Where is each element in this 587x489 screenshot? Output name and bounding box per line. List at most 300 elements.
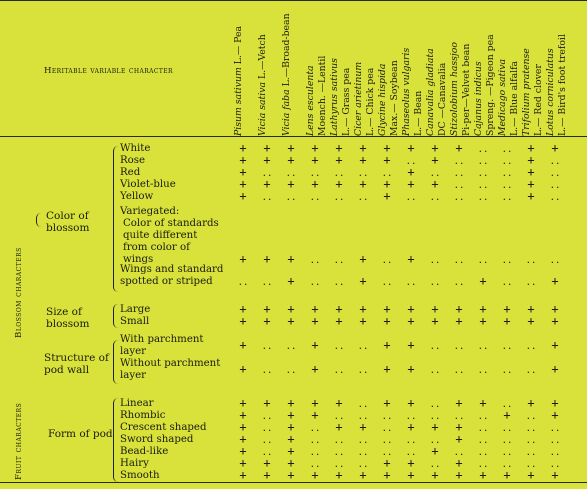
cell-present: +	[287, 252, 295, 266]
cell-present: +	[239, 177, 247, 191]
cell-absent: ..	[429, 436, 441, 446]
cell-present: +	[407, 165, 415, 179]
species-common-name: Spreng. —Pigeon pea	[484, 34, 496, 136]
cell-absent: ..	[429, 460, 441, 470]
cell-present: +	[263, 396, 271, 410]
cell-present: +	[479, 314, 487, 328]
row-label: layer	[120, 370, 146, 381]
cell-absent: ..	[525, 460, 537, 470]
brace	[113, 398, 118, 482]
cell-present: +	[551, 302, 559, 316]
cell-absent: ..	[453, 448, 465, 458]
brace	[113, 146, 118, 292]
row-label: Sword shaped	[120, 434, 194, 445]
species-common-name: L.— Grass pea	[340, 67, 352, 136]
cell-absent: ..	[525, 448, 537, 458]
cell-present: +	[287, 468, 295, 482]
group-label-size: blossom	[46, 318, 90, 330]
cell-present: +	[311, 177, 319, 191]
column-header	[471, 2, 495, 136]
cell-present: +	[383, 456, 391, 470]
cell-present: +	[287, 141, 295, 155]
cell-present: +	[527, 314, 535, 328]
cell-absent: ..	[285, 193, 297, 203]
cell-present: +	[335, 302, 343, 316]
cell-present: +	[263, 468, 271, 482]
cell-absent: ..	[501, 278, 513, 288]
cell-present: +	[407, 302, 415, 316]
cell-absent: ..	[357, 412, 369, 422]
cell-absent: ..	[261, 278, 273, 288]
cell-present: +	[527, 189, 535, 203]
cell-present: +	[335, 153, 343, 167]
row-label: White	[120, 143, 151, 154]
cell-absent: ..	[429, 256, 441, 266]
cell-present: +	[311, 362, 319, 376]
cell-absent: ..	[477, 366, 489, 376]
cell-present: +	[527, 468, 535, 482]
cell-present: +	[335, 420, 343, 434]
column-header	[519, 2, 543, 136]
cell-absent: ..	[333, 256, 345, 266]
cell-absent: ..	[525, 366, 537, 376]
cell-absent: ..	[309, 460, 321, 470]
column-header	[375, 2, 399, 136]
cell-absent: ..	[405, 193, 417, 203]
cell-absent: ..	[501, 400, 513, 410]
cell-present: +	[359, 153, 367, 167]
cell-absent: ..	[501, 448, 513, 458]
cell-present: +	[551, 396, 559, 410]
cell-present: +	[407, 177, 415, 191]
row-label: With parchment	[120, 334, 204, 345]
cell-present: +	[287, 274, 295, 288]
cell-present: +	[311, 408, 319, 422]
row-label: Red	[120, 167, 141, 178]
cell-absent: ..	[285, 366, 297, 376]
column-header	[399, 2, 423, 136]
row-label: layer	[120, 346, 146, 357]
cell-absent: ..	[333, 448, 345, 458]
cell-present: +	[551, 408, 559, 422]
species-common-name: L.— Red clover	[532, 64, 544, 136]
section-label-fruit: Fruit characters	[14, 402, 24, 480]
brace	[113, 304, 118, 328]
cell-present: +	[551, 314, 559, 328]
cell-present: +	[263, 153, 271, 167]
cell-present: +	[455, 456, 463, 470]
species-name: Cajanus indicus	[473, 61, 484, 136]
species-common-name: L.— Bean	[412, 90, 424, 136]
cell-present: +	[287, 302, 295, 316]
cell-present: +	[335, 468, 343, 482]
species-name: Lathyrus sativus	[329, 58, 340, 136]
cell-absent: ..	[549, 193, 561, 203]
cell-absent: ..	[549, 460, 561, 470]
row-label: Violet-blue	[120, 179, 176, 190]
species-common-name: L.— Bird's foot trefoil	[556, 34, 568, 136]
species-common-name: L.—Vetch	[257, 34, 268, 82]
cell-absent: ..	[357, 169, 369, 179]
cell-present: +	[527, 165, 535, 179]
cell-present: +	[359, 252, 367, 266]
cell-present: +	[503, 314, 511, 328]
cell-present: +	[503, 408, 511, 422]
cell-absent: ..	[549, 169, 561, 179]
cell-present: +	[455, 314, 463, 328]
cell-present: +	[263, 456, 271, 470]
cell-present: +	[359, 468, 367, 482]
cell-absent: ..	[405, 436, 417, 446]
cell-absent: ..	[501, 460, 513, 470]
cell-present: +	[431, 314, 439, 328]
cell-present: +	[239, 252, 247, 266]
species-common-name: Pi-per—Velvet bean	[460, 43, 472, 136]
cell-present: +	[239, 314, 247, 328]
bottom-rule	[0, 482, 587, 483]
cell-absent: ..	[477, 145, 489, 155]
cell-absent: ..	[261, 193, 273, 203]
cell-present: +	[239, 362, 247, 376]
row-label: quite different	[123, 230, 198, 241]
cell-present: +	[455, 432, 463, 446]
cell-present: +	[335, 314, 343, 328]
cell-absent: ..	[381, 424, 393, 434]
cell-absent: ..	[501, 157, 513, 167]
cell-present: +	[359, 314, 367, 328]
row-label: Smooth	[120, 470, 160, 481]
cell-present: +	[287, 432, 295, 446]
species-name: Canavalia gladiata	[425, 48, 436, 136]
cell-absent: ..	[357, 436, 369, 446]
cell-absent: ..	[477, 169, 489, 179]
cell-absent: ..	[381, 448, 393, 458]
cell-absent: ..	[477, 460, 489, 470]
cell-absent: ..	[429, 342, 441, 352]
cell-absent: ..	[477, 448, 489, 458]
cell-present: +	[551, 362, 559, 376]
cell-present: +	[263, 141, 271, 155]
cell-present: +	[263, 177, 271, 191]
cell-absent: ..	[453, 278, 465, 288]
cell-present: +	[503, 468, 511, 482]
cell-absent: ..	[261, 342, 273, 352]
cell-present: +	[479, 302, 487, 316]
cell-absent: ..	[549, 424, 561, 434]
row-label: from color of	[123, 242, 190, 253]
cell-absent: ..	[405, 157, 417, 167]
cell-present: +	[383, 153, 391, 167]
cell-present: +	[239, 444, 247, 458]
cell-present: +	[287, 456, 295, 470]
cell-absent: ..	[525, 256, 537, 266]
column-header	[231, 2, 255, 136]
row-label: Crescent shaped	[120, 422, 207, 433]
group-label-pod-form: Form of pod	[48, 428, 113, 440]
species-common-name: Moench. —Lentil	[316, 55, 328, 136]
cell-present: +	[263, 314, 271, 328]
species-common-name: L.— Blue alfalfa	[508, 60, 520, 136]
cell-absent: ..	[453, 193, 465, 203]
cell-absent: ..	[429, 193, 441, 203]
cell-absent: ..	[405, 278, 417, 288]
cell-absent: ..	[333, 278, 345, 288]
cell-present: +	[527, 153, 535, 167]
cell-present: +	[551, 468, 559, 482]
brace	[36, 213, 41, 227]
cell-absent: ..	[549, 181, 561, 191]
cell-present: +	[287, 420, 295, 434]
table-title: Heritable variable character	[44, 66, 173, 76]
cell-absent: ..	[429, 412, 441, 422]
cell-absent: ..	[309, 256, 321, 266]
cell-present: +	[431, 444, 439, 458]
column-header	[327, 2, 351, 136]
cell-absent: ..	[309, 424, 321, 434]
group-label-size: Size of	[46, 306, 82, 318]
cell-present: +	[311, 314, 319, 328]
cell-absent: ..	[477, 181, 489, 191]
cell-present: +	[407, 362, 415, 376]
cell-absent: ..	[501, 436, 513, 446]
cell-present: +	[383, 396, 391, 410]
row-label: Rose	[120, 155, 146, 166]
cell-present: +	[479, 468, 487, 482]
cell-present: +	[239, 165, 247, 179]
species-common-name: DC —Canavalia	[436, 62, 448, 136]
cell-present: +	[239, 153, 247, 167]
cell-present: +	[407, 396, 415, 410]
cell-absent: ..	[477, 193, 489, 203]
cell-present: +	[503, 302, 511, 316]
cell-absent: ..	[477, 412, 489, 422]
cell-absent: ..	[501, 169, 513, 179]
species-name: Pisum sativum	[233, 67, 244, 136]
cell-present: +	[383, 189, 391, 203]
cell-present: +	[431, 302, 439, 316]
cell-absent: ..	[429, 169, 441, 179]
cell-absent: ..	[501, 181, 513, 191]
cell-absent: ..	[549, 256, 561, 266]
species-name: Phaseolus vulgaris	[401, 47, 412, 136]
species-common-name: Max.— Soybean	[388, 60, 400, 136]
cell-present: +	[527, 302, 535, 316]
cell-absent: ..	[405, 412, 417, 422]
group-label-color: blossom	[46, 222, 90, 234]
species-name: Vicia faba	[281, 89, 292, 136]
cell-present: +	[455, 420, 463, 434]
cell-absent: ..	[357, 460, 369, 470]
cell-present: +	[287, 396, 295, 410]
cell-present: +	[479, 396, 487, 410]
cell-absent: ..	[525, 342, 537, 352]
group-label-pod-wall: Structure of	[44, 352, 109, 364]
group-label-pod-wall: pod wall	[44, 364, 90, 376]
cell-present: +	[239, 141, 247, 155]
cell-present: +	[287, 314, 295, 328]
cell-present: +	[551, 338, 559, 352]
cell-absent: ..	[381, 169, 393, 179]
cell-present: +	[383, 314, 391, 328]
cell-present: +	[239, 302, 247, 316]
row-label: Wings and standard	[120, 264, 224, 275]
cell-absent: ..	[453, 256, 465, 266]
cell-absent: ..	[333, 193, 345, 203]
group-label-color: Color of	[46, 210, 89, 222]
cell-absent: ..	[501, 193, 513, 203]
cell-present: +	[311, 338, 319, 352]
cell-absent: ..	[333, 412, 345, 422]
top-rule	[0, 0, 587, 1]
cell-present: +	[407, 141, 415, 155]
row-label: Large	[120, 304, 151, 315]
cell-present: +	[287, 153, 295, 167]
cell-present: +	[383, 177, 391, 191]
species-common-name: L.—Broad-bean	[281, 13, 292, 90]
cell-absent: ..	[501, 145, 513, 155]
cell-present: +	[479, 274, 487, 288]
cell-absent: ..	[501, 342, 513, 352]
cell-present: +	[431, 468, 439, 482]
cell-absent: ..	[333, 366, 345, 376]
column-header	[495, 2, 519, 136]
cell-absent: ..	[501, 366, 513, 376]
species-name: Cicer arietinum	[353, 61, 364, 136]
cell-present: +	[383, 141, 391, 155]
cell-present: +	[311, 141, 319, 155]
species-name: Lotus corniculatus	[545, 48, 556, 136]
cell-present: +	[359, 302, 367, 316]
cell-present: +	[263, 302, 271, 316]
cell-absent: ..	[309, 169, 321, 179]
cell-absent: ..	[405, 448, 417, 458]
cell-present: +	[383, 468, 391, 482]
cell-absent: ..	[309, 193, 321, 203]
cell-absent: ..	[501, 256, 513, 266]
cell-absent: ..	[453, 181, 465, 191]
cell-present: +	[287, 177, 295, 191]
cell-present: +	[311, 468, 319, 482]
row-label: Small	[120, 316, 150, 327]
cell-present: +	[263, 252, 271, 266]
section-label-blossom: Blossom characters	[14, 247, 24, 338]
cell-absent: ..	[309, 278, 321, 288]
cell-absent: ..	[285, 169, 297, 179]
row-label: Hairy	[120, 458, 149, 469]
cell-present: +	[527, 141, 535, 155]
column-header	[303, 2, 327, 136]
column-header	[255, 2, 279, 136]
cell-present: +	[383, 302, 391, 316]
cell-absent: ..	[549, 448, 561, 458]
species-name: Lens esculenta	[305, 65, 316, 136]
cell-present: +	[431, 177, 439, 191]
cell-absent: ..	[453, 366, 465, 376]
cell-absent: ..	[453, 412, 465, 422]
header-rule	[0, 136, 587, 137]
cell-present: +	[383, 362, 391, 376]
row-label: Without parchment	[120, 358, 221, 369]
cell-absent: ..	[453, 342, 465, 352]
cell-absent: ..	[333, 436, 345, 446]
cell-present: +	[455, 141, 463, 155]
cell-present: +	[287, 444, 295, 458]
cell-present: +	[335, 177, 343, 191]
row-label: Color of standards	[123, 218, 219, 229]
cell-absent: ..	[477, 342, 489, 352]
cell-present: +	[239, 432, 247, 446]
cell-present: +	[407, 468, 415, 482]
cell-absent: ..	[333, 169, 345, 179]
brace	[113, 340, 118, 384]
cell-present: +	[431, 141, 439, 155]
cell-absent: ..	[429, 366, 441, 376]
cell-absent: ..	[333, 460, 345, 470]
cell-present: +	[551, 274, 559, 288]
cell-absent: ..	[261, 424, 273, 434]
cell-absent: ..	[381, 278, 393, 288]
row-label: Linear	[120, 398, 154, 409]
cell-absent: ..	[237, 278, 249, 288]
column-header	[423, 2, 447, 136]
cell-present: +	[287, 408, 295, 422]
species-name: Medicago sativa	[497, 58, 508, 136]
cell-absent: ..	[261, 448, 273, 458]
cell-present: +	[407, 420, 415, 434]
cell-present: +	[239, 456, 247, 470]
cell-present: +	[455, 396, 463, 410]
cell-present: +	[359, 141, 367, 155]
cell-absent: ..	[429, 278, 441, 288]
cell-present: +	[407, 252, 415, 266]
cell-present: +	[239, 408, 247, 422]
cell-present: +	[311, 153, 319, 167]
cell-absent: ..	[477, 424, 489, 434]
row-label: Rhombic	[120, 410, 166, 421]
cell-absent: ..	[357, 366, 369, 376]
cell-absent: ..	[261, 169, 273, 179]
cell-absent: ..	[333, 342, 345, 352]
cell-present: +	[239, 338, 247, 352]
cell-absent: ..	[357, 193, 369, 203]
cell-absent: ..	[381, 412, 393, 422]
cell-absent: ..	[549, 157, 561, 167]
cell-absent: ..	[261, 412, 273, 422]
cell-absent: ..	[525, 424, 537, 434]
cell-absent: ..	[525, 278, 537, 288]
cell-present: +	[239, 189, 247, 203]
cell-present: +	[527, 177, 535, 191]
cell-present: +	[359, 177, 367, 191]
cell-absent: ..	[525, 412, 537, 422]
cell-present: +	[455, 468, 463, 482]
cell-present: +	[407, 314, 415, 328]
row-label: wings	[123, 254, 154, 265]
cell-present: +	[407, 456, 415, 470]
cell-present: +	[383, 338, 391, 352]
species-name: Glycine hispida	[377, 63, 388, 136]
row-label: spotted or striped	[120, 276, 213, 287]
species-name: Vicia sativa	[257, 81, 268, 136]
cell-present: +	[359, 274, 367, 288]
column-header	[447, 2, 471, 136]
cell-absent: ..	[453, 169, 465, 179]
cell-absent: ..	[381, 436, 393, 446]
cell-present: +	[239, 420, 247, 434]
row-label: Yellow	[120, 191, 154, 202]
cell-present: +	[335, 141, 343, 155]
cell-present: +	[239, 396, 247, 410]
